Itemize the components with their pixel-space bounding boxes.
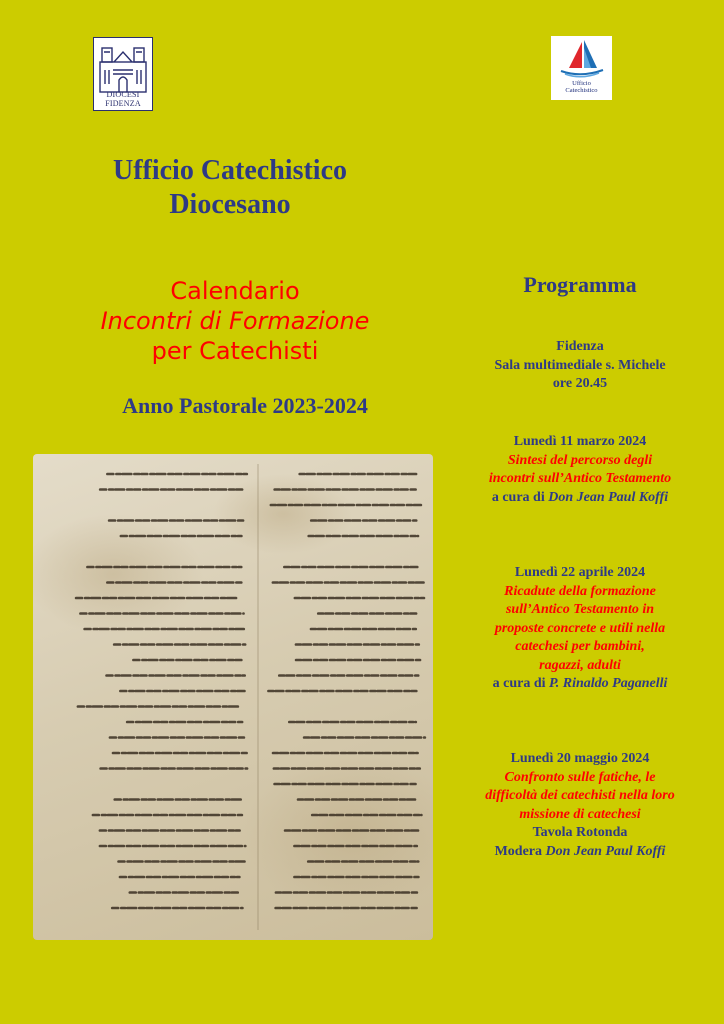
event-topic-line: ragazzi, adulti [539,657,621,673]
calendar-line3: per Catechisti [151,337,319,365]
logo-caption-line2: FIDENZA [105,99,141,108]
sailboat-icon [551,36,612,80]
catechetical-office-logo [551,36,612,100]
event-topic-line: Ricadute della formazione [504,583,656,599]
calendar-line1: Calendario [170,277,300,305]
diocese-logo [93,37,153,111]
cathedral-icon [94,40,152,96]
venue-block [450,338,710,394]
event-speaker: P. Rinaldo Paganelli [549,676,668,691]
venue-hall: Sala multimediale s. Michele [494,357,666,373]
office-title [50,154,410,222]
hebrew-manuscript-image [33,454,433,940]
event-topic-line: proposte concrete e utili nella [494,620,666,636]
event-by-prefix: a cura di [492,676,549,691]
event-by-prefix: a cura di [491,489,549,505]
logo-caption-line2: Catechistico [565,87,598,94]
logo-caption-line1: Ufficio [572,80,591,87]
calendar-line2: Incontri di Formazione [100,307,370,335]
event-speaker: Don Jean Paul Koffi [545,843,666,859]
venue-time: ore 20.45 [552,376,608,391]
event-3 [450,750,710,861]
office-title-line2: Diocesano [169,189,291,220]
program-title: Programma [523,272,637,297]
event-1 [450,433,710,507]
logo-caption-line1: DIOCESI [106,90,140,99]
event-topic-line: missione di catechesi [519,806,641,822]
pastoral-year: Anno Pastorale 2023-2024 [122,393,368,418]
event-date: Lunedì 22 aprile 2024 [514,565,646,580]
event-topic-line: sull’Antico Testamento in [505,602,655,617]
venue-city: Fidenza [556,339,604,354]
event-2 [450,564,710,694]
event-topic-line: catechesi per bambini, [515,639,645,654]
manuscript-illustration [33,454,433,940]
event-date: Lunedì 20 maggio 2024 [510,751,650,766]
event-topic-line: difficoltà dei catechisti nella loro [485,788,675,803]
event-by-prefix: Modera [494,843,546,859]
event-topic-line: incontri sull’Antico Testamento [488,471,672,486]
event-extra: Tavola Rotonda [532,825,628,840]
event-topic-line: Sintesi del percorso degli [507,452,653,468]
calendar-heading [40,276,430,366]
event-date: Lunedì 11 marzo 2024 [513,434,647,449]
event-topic-line: Confronto sulle fatiche, le [504,769,656,785]
office-title-line1: Ufficio Catechistico [112,155,348,186]
event-speaker: Don Jean Paul Koffi [548,489,669,505]
